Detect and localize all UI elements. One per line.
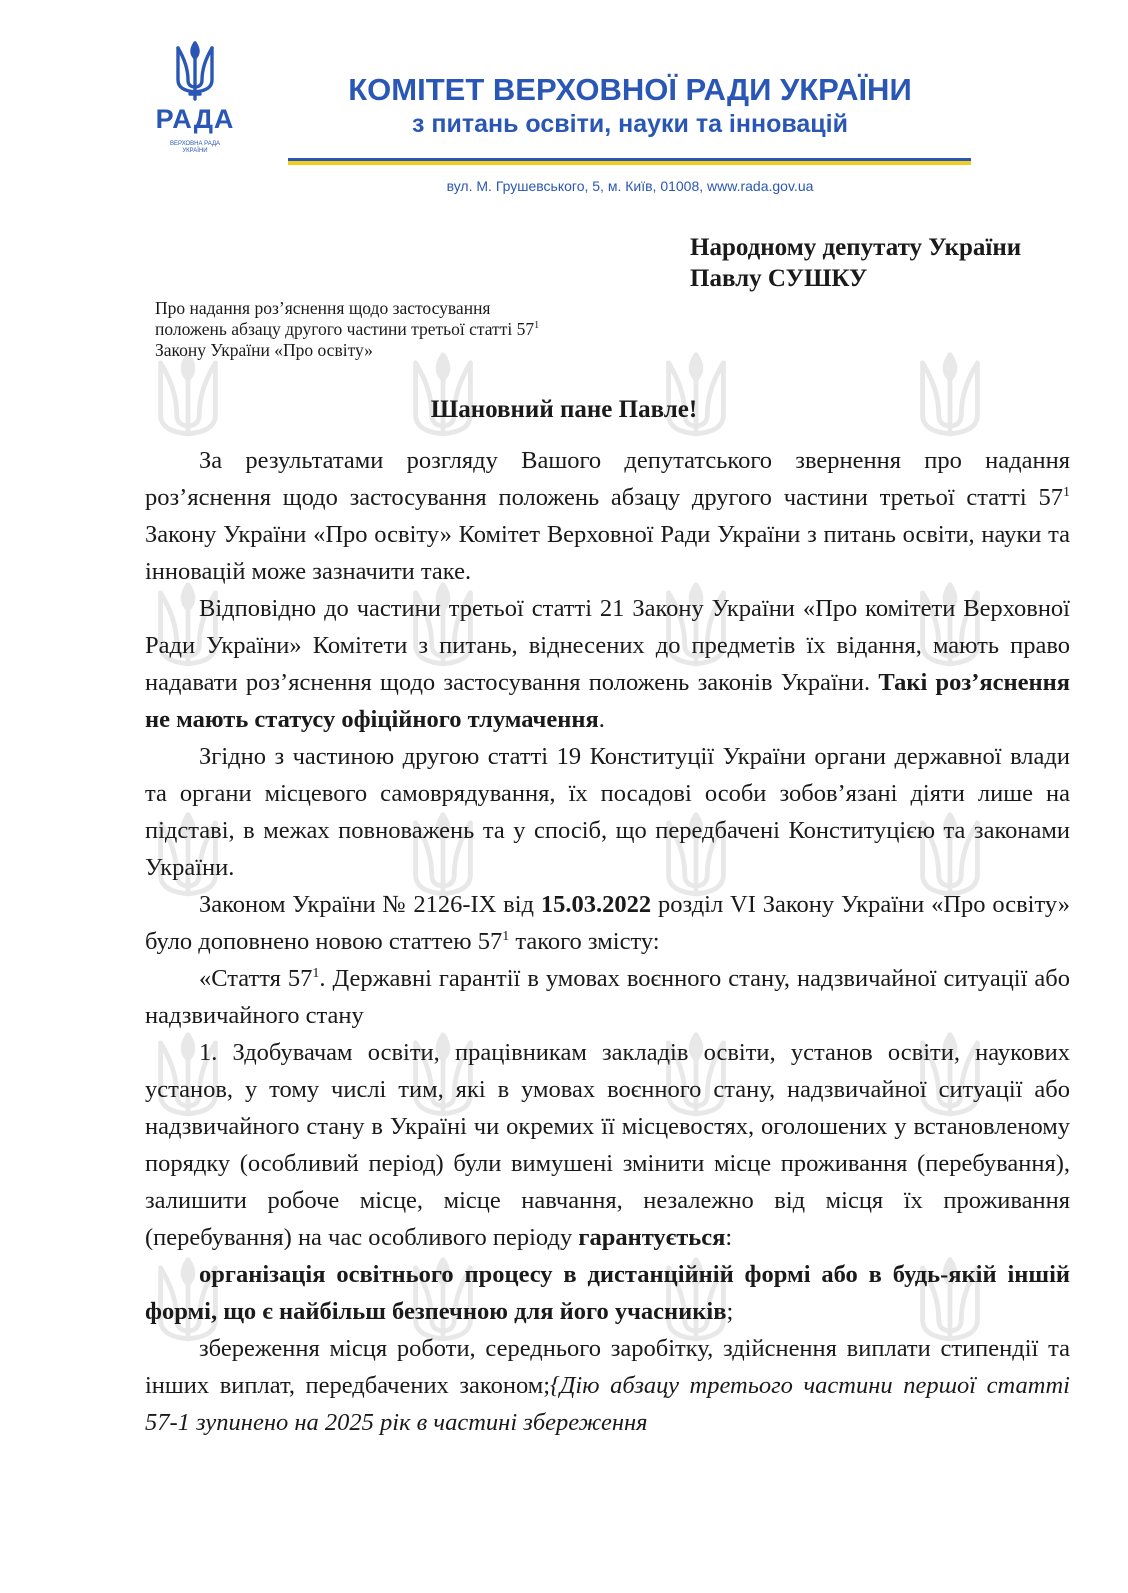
letter-subject: Про надання роз’яснення щодо застосування положень абзацу другого частини третьої статті $57^1$ Закону України «Про освіту» bbox=[155, 298, 540, 360]
letter-body bbox=[145, 442, 1070, 1441]
quoted-article-paragraph: 1. Здобувачам освіти, працівникам закладів освіти, установ освіти, наукових установ, у тому числі тим, які в умовах воєнного стану, надзвичайної ситуації або надзвичайного стану в Україні чи окремих її місцевостях, оголошених у встановленому порядку (особливий період) були вимушені змінити місце проживання (перебування), залишити робоче місце, місце навчання, незалежно від місця їх проживання (перебування) на час особливого періоду гарантується: bbox=[145, 1039, 1070, 1251]
recipient-name: Павлу СУШКУ bbox=[690, 265, 868, 292]
logo-name: РАДА bbox=[155, 104, 235, 134]
recipient-line: Народному депутату України bbox=[690, 234, 1022, 261]
logo-subtitle: ВЕРХОВНА РАДА УКРАЇНИ bbox=[169, 141, 221, 154]
greeting: Шановний пане Павле! bbox=[430, 396, 698, 423]
committee-address: вул. М. Грушевського, 5, м. Київ, 01008, www.rada.gov.ua bbox=[446, 178, 814, 194]
quoted-article-title: «Стаття $57^1$. Державні гарантії в умовах воєнного стану, надзвичайної ситуації або надзвичайного стану bbox=[145, 965, 1070, 1029]
body-paragraph: Згідно з частиною другою статті 19 Конституції України органи державної влади та органи місцевого самоврядування, їх посадові особи зобов’язані діяти лише на підставі, в межах повноважень та у спосіб, що передбачені Конституцією та законами України. bbox=[145, 743, 1070, 881]
quoted-article-paragraph: організація освітнього процесу в дистанційній формі або в будь-якій іншій формі, що є найбільш безпечною для його учасників; bbox=[145, 1261, 1070, 1325]
body-paragraph: За результатами розгляду Вашого депутатського звернення про надання роз’яснення щодо застосування положень абзацу другого частини третьої статті $57^1$ Закону України «Про освіту» Комітет Верховної Ради України з питань освіти, науки та інновацій може зазначити таке. bbox=[145, 447, 1070, 585]
quoted-article-paragraph: збереження місця роботи, середнього заробітку, здійснення виплати стипендії та інших виплат, передбачених законом;{Дію абзацу третього частини першої статті 57-1 зупинено на 2025 рік в частині збереження bbox=[145, 1335, 1070, 1436]
rada-logo bbox=[140, 40, 250, 170]
trident-icon bbox=[172, 40, 218, 102]
committee-title: КОМІТЕТ ВЕРХОВНОЇ РАДИ УКРАЇНИ bbox=[348, 72, 912, 107]
recipient-block bbox=[690, 232, 1021, 294]
committee-subtitle: з питань освіти, науки та інновацій bbox=[412, 110, 848, 138]
header-divider-yellow bbox=[288, 161, 971, 165]
body-paragraph: Законом України № 2126-IX від 15.03.2022 розділ VI Закону України «Про освіту» було доповнено новою статтею $57^1$ такого змісту: bbox=[145, 891, 1070, 955]
body-paragraph: Відповідно до частини третьої статті 21 Закону України «Про комітети Верховної Ради України» Комітети з питань, віднесених до предметів їх відання, мають право надавати роз’яснення щодо застосування положень законів України. Такі роз’яснення не мають статусу офіційного тлумачення. bbox=[145, 595, 1070, 733]
